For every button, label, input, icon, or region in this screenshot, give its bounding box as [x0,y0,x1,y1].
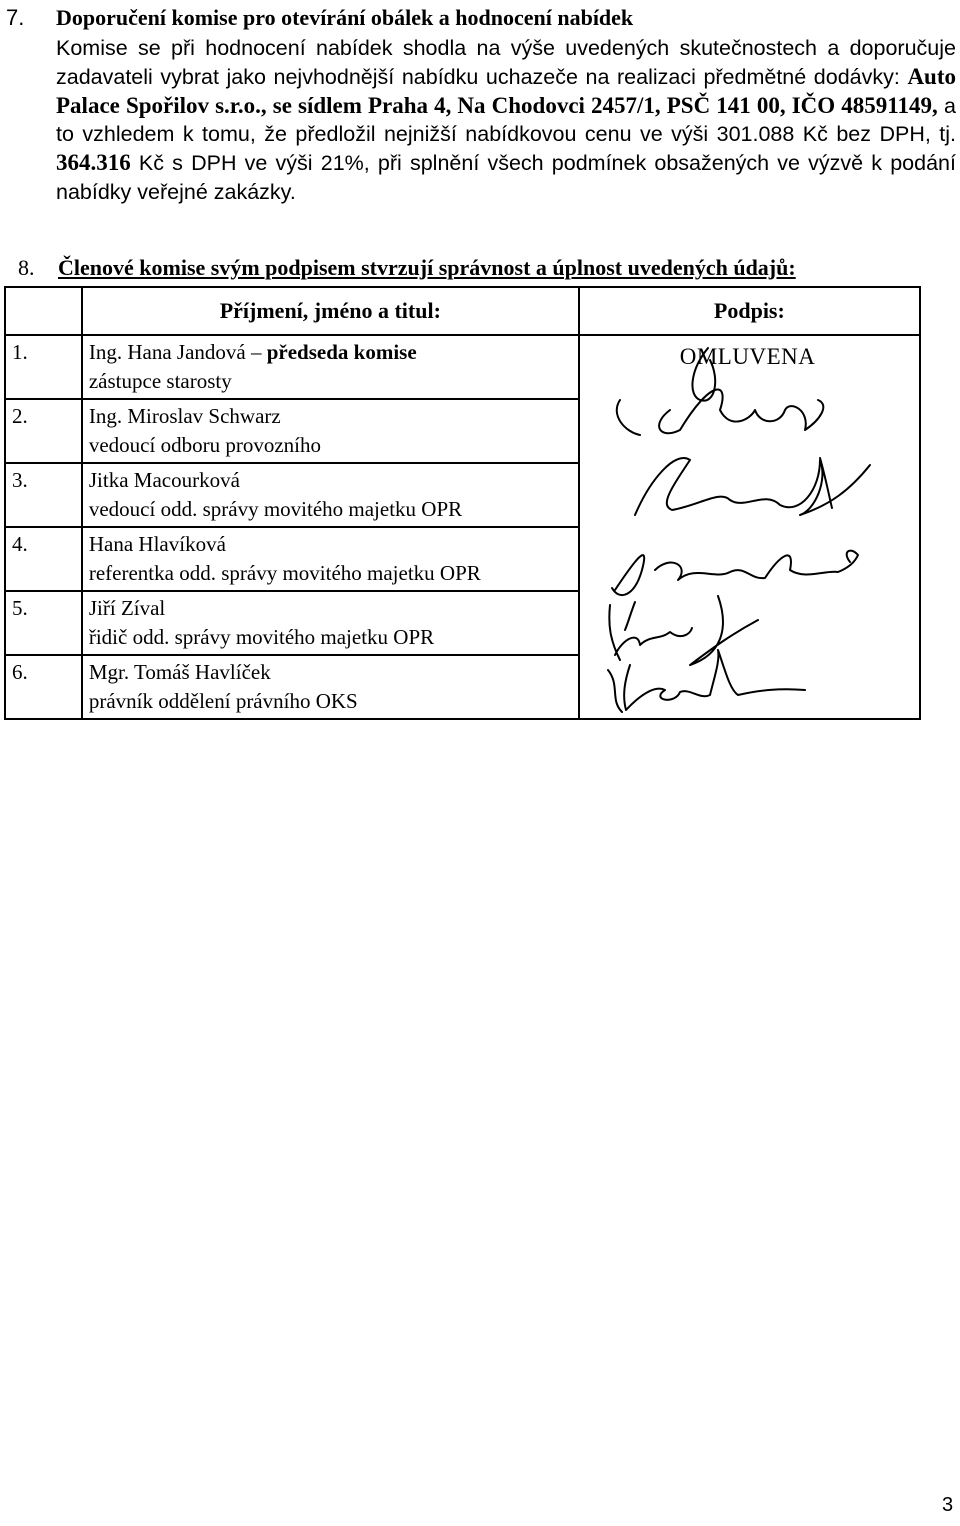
member-cell [82,655,579,719]
member-name: Hana Hlavíková [88,532,226,556]
row-number: 2. [5,399,82,463]
section-7 [6,4,956,207]
member-cell [82,591,579,655]
signature-havlicek [608,650,805,712]
member-cell [82,399,579,463]
section-7-text [56,34,956,207]
member-name: Ing. Hana Jandová – [88,340,267,364]
member-cell [82,335,579,399]
section-7-number: 7. [6,5,25,30]
member-function: předseda komise [266,340,417,364]
signature-jandova-stroke [692,348,715,401]
header-num [5,287,82,335]
winning-company: Auto Palace Spořilov s.r.o. [56,63,956,118]
signature-schwarz [617,390,824,435]
recommendation-intro: Komise se při hodnocení nabídek shodla na výše uvedených skutečnostech a doporučuje zadavateli vybrat jako nejvhodnější nabídku uchazeče na realizaci předmětné dodávky: [56,36,956,89]
member-role: řidič odd. správy movitého majetku OPR [88,625,435,649]
row-number: 6. [5,655,82,719]
member-role: referentka odd. správy movitého majetku OPR [88,561,481,585]
company-details: , se sídlem Praha 4, Na Chodovci 2457/1, PSČ 141 00, IČO 48591149, [260,92,938,118]
row-number: 5. [5,591,82,655]
row-number: 3. [5,463,82,527]
signature-hlavikova [612,551,858,596]
header-name: Příjmení, jméno a titul: [82,287,579,335]
signature-zival [609,596,758,665]
table-header [5,287,920,335]
member-name: Jiří Zíval [88,596,166,620]
conditions-text: Kč s DPH ve výši 21%, při splnění všech podmínek obsažených ve výzvě k podání nabídky veřejné zakázky. [56,151,956,204]
member-role: zástupce starosty [88,369,232,393]
member-role: vedoucí odboru provozního [88,433,321,457]
member-cell [82,527,579,591]
member-name: Ing. Miroslav Schwarz [88,404,281,428]
handwritten-signatures [580,340,910,730]
header-signature: Podpis: [579,287,920,335]
signature-macourkova [635,458,870,515]
section-7-title: Doporučení komise pro otevírání obálek a hodnocení nabídek [56,5,634,30]
member-name: Jitka Macourková [88,468,240,492]
member-role: právník oddělení právního OKS [88,689,358,713]
section-8-heading [18,254,796,282]
row-number: 1. [5,335,82,399]
price-with-vat: 364.316 [56,150,131,176]
price-text: a to vzhledem k tomu, že předložil nejnižší nabídkovou cenu ve výši 301.088 Kč bez DPH, tj. [56,93,956,147]
excused-note: OMLUVENA [679,344,816,369]
member-cell [82,463,579,527]
section-8-title: Členové komise svým podpisem stvrzují správnost a úplnost uvedených údajů: [58,255,796,280]
member-role: vedoucí odd. správy movitého majetku OPR [88,497,463,521]
row-number: 4. [5,527,82,591]
page-number: 3 [942,1494,954,1516]
member-name: Mgr. Tomáš Havlíček [88,660,271,684]
section-7-heading [6,4,956,32]
section-8-number: 8. [18,255,35,280]
